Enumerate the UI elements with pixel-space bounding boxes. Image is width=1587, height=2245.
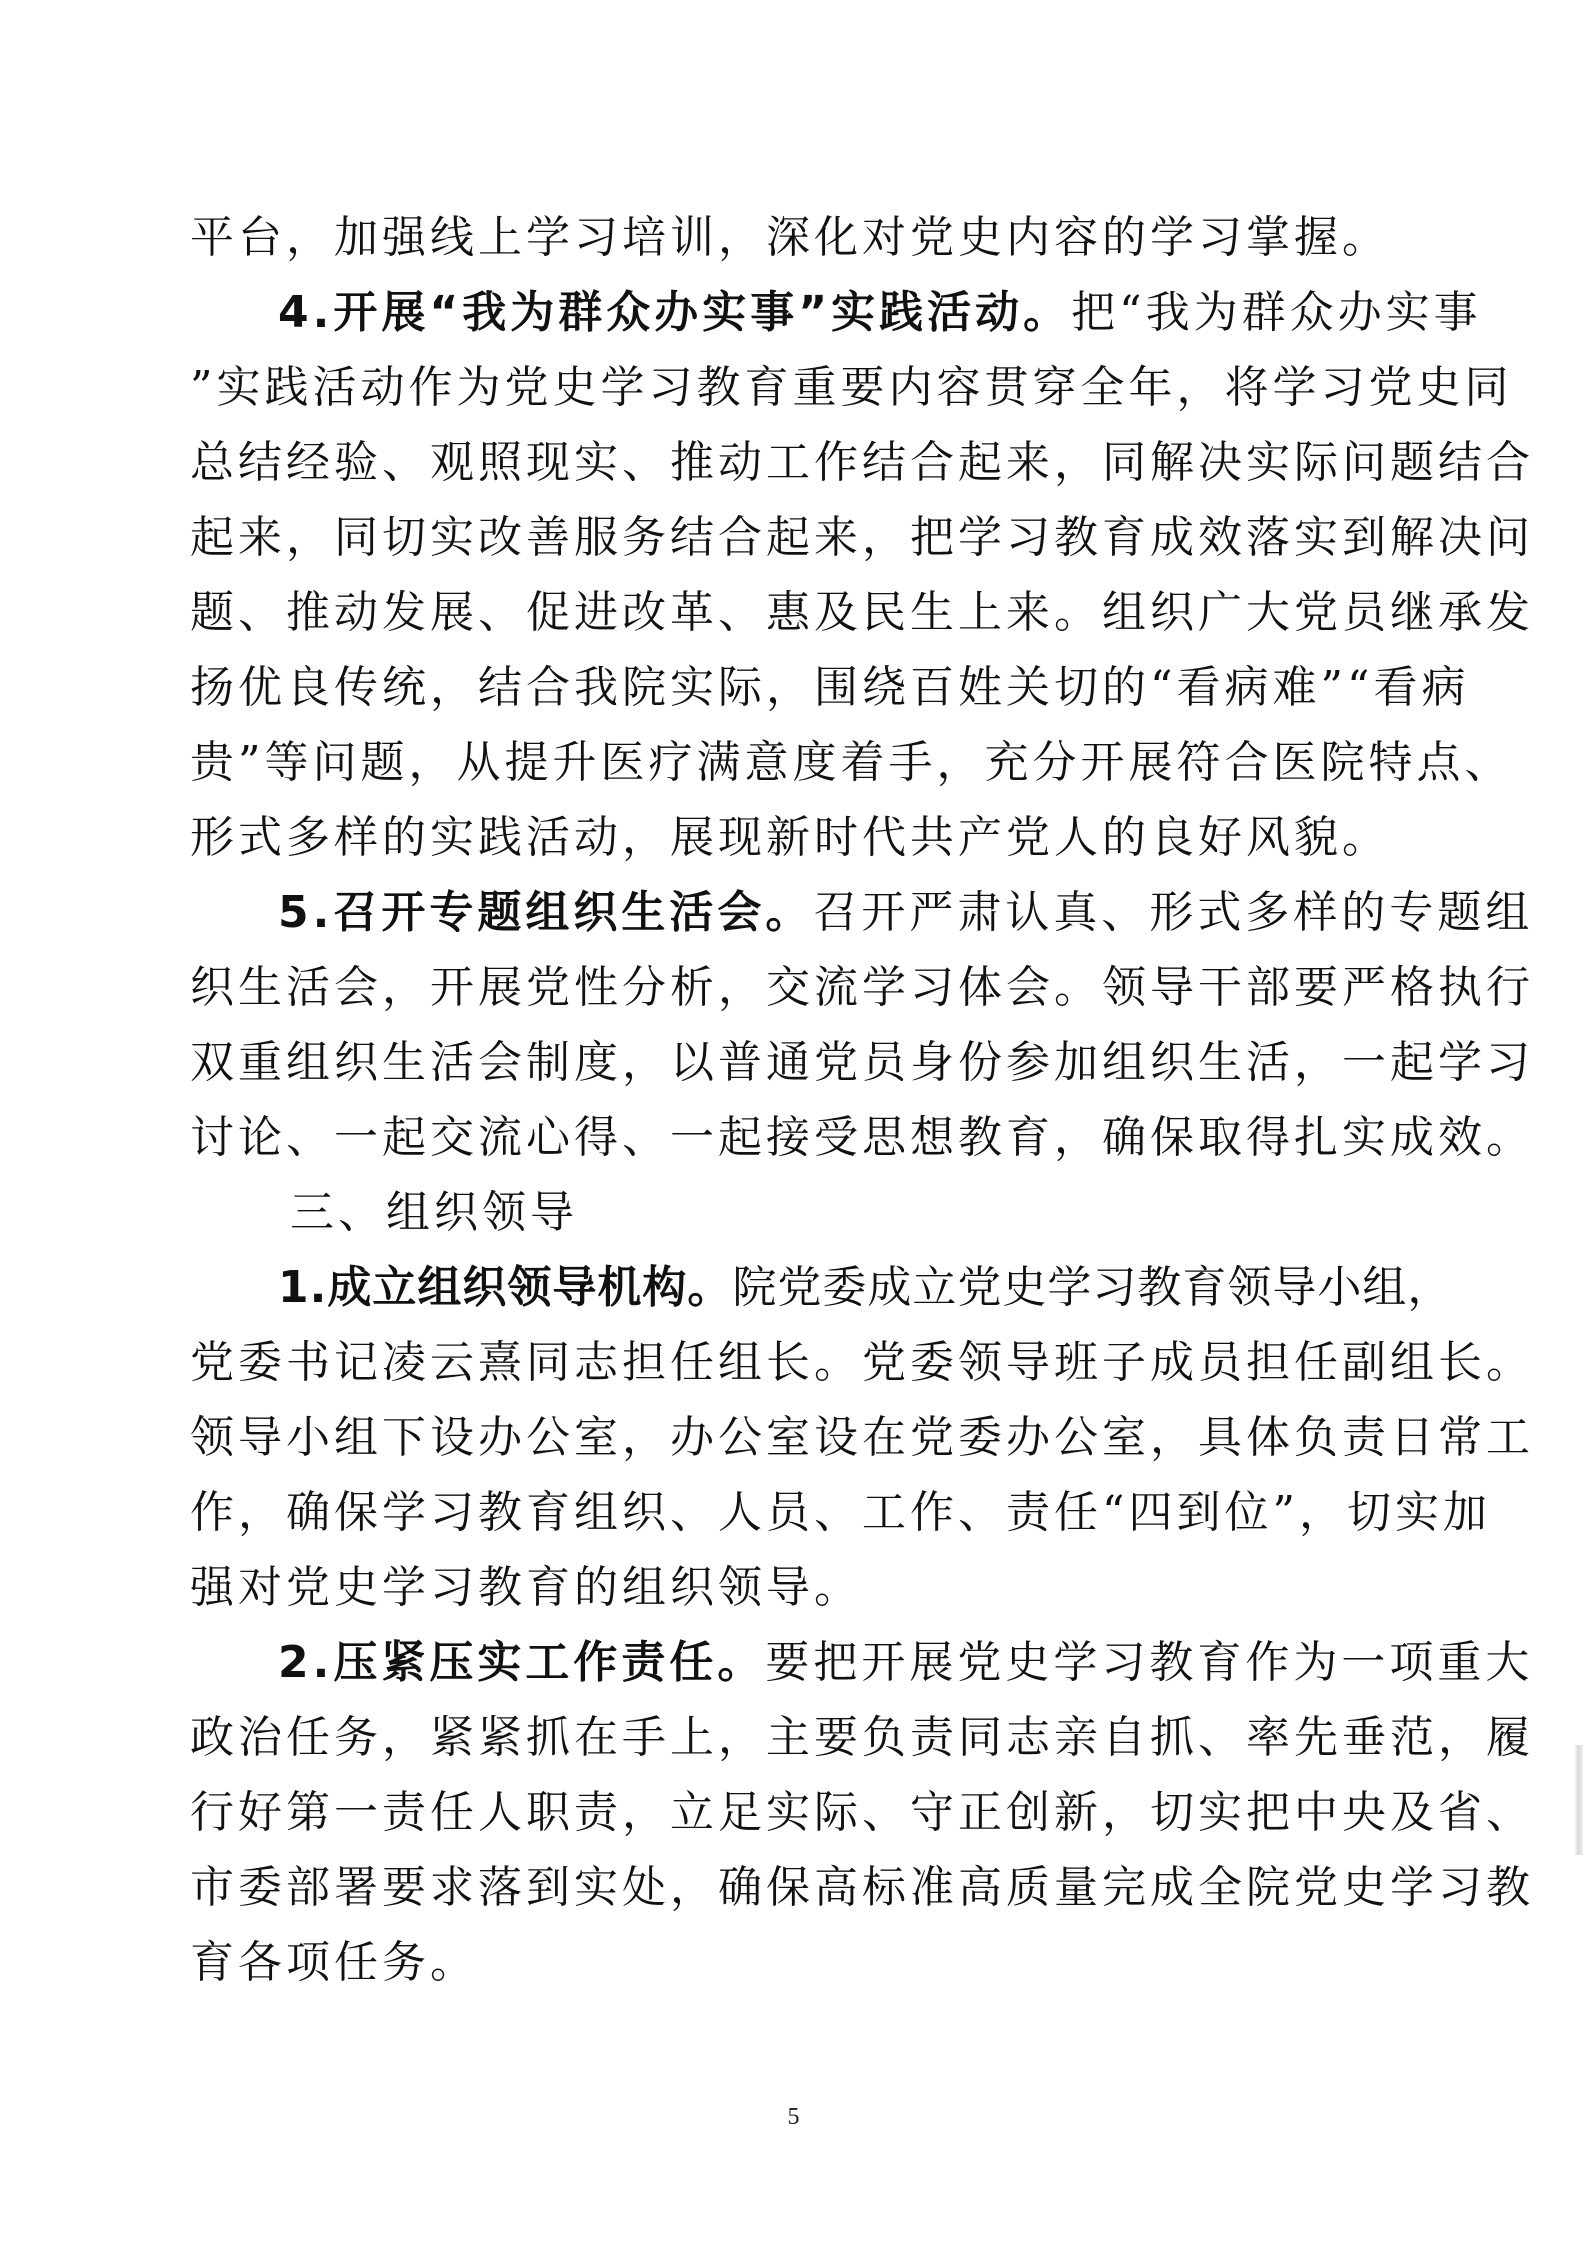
item-lead: 要把开展党史学习教育作为一项重大 <box>765 1637 1534 1688</box>
paragraph-line: 起来，同切实改善服务结合起来，把学习教育成效落实到解决问 <box>190 512 1534 563</box>
paragraph-line: 育各项任务。 <box>190 1937 478 1988</box>
paragraph-line: 作，确保学习教育组织、人员、工作、责任“四到位”，切实加 <box>190 1487 1491 1538</box>
paragraph-line: 行好第一责任人职责，立足实际、守正创新，切实把中央及省、 <box>190 1787 1534 1838</box>
paragraph-line: 织生活会，开展党性分析，交流学习体会。领导干部要严格执行 <box>190 962 1534 1013</box>
scan-edge-mark <box>1574 1745 1583 1855</box>
item-lead: 召开严肃认真、形式多样的专题组 <box>813 887 1534 938</box>
paragraph-line: 题、推动发展、促进改革、惠及民生上来。组织广大党员继承发 <box>190 587 1534 638</box>
item-title: 2.压紧压实工作责任。 <box>278 1637 766 1688</box>
section-item-2 <box>190 1625 1534 1700</box>
paragraph-line: 政治任务，紧紧抓在手上，主要负责同志亲自抓、率先垂范，履 <box>190 1712 1534 1763</box>
paragraph-line: ”实践活动作为党史学习教育重要内容贯穿全年，将学习党史同 <box>190 362 1513 413</box>
item-title: 4.开展“我为群众办实事”实践活动。 <box>278 287 1072 338</box>
paragraph-line: 双重组织生活会制度，以普通党员身份参加组织生活，一起学习 <box>190 1037 1534 1088</box>
section-heading: 三、组织领导 <box>290 1187 578 1238</box>
paragraph-line: 市委部署要求落到实处，确保高标准高质量完成全院党史学习教 <box>190 1862 1534 1913</box>
item-lead: 院党委成立党史学习教育领导小组， <box>732 1262 1453 1313</box>
paragraph-line: 贵”等问题，从提升医疗满意度着手，充分开展符合医院特点、 <box>190 737 1513 788</box>
paragraph-line: 讨论、一起交流心得、一起接受思想教育，确保取得扎实成效。 <box>190 1112 1534 1163</box>
item-title: 5.召开专题组织生活会。 <box>278 887 814 938</box>
page-number: 5 <box>787 2104 800 2130</box>
paragraph-line: 强对党史学习教育的组织领导。 <box>190 1562 862 1613</box>
paragraph-line: 扬优良传统，结合我院实际，围绕百姓关切的“看病难”“看病 <box>190 662 1470 713</box>
paragraph-line: 形式多样的实践活动，展现新时代共产党人的良好风貌。 <box>190 812 1390 863</box>
section-item-4 <box>190 275 1482 350</box>
paragraph-line: 平台，加强线上学习培训，深化对党史内容的学习掌握。 <box>190 212 1390 263</box>
paragraph-line: 总结经验、观照现实、推动工作结合起来，同解决实际问题结合 <box>190 437 1534 488</box>
item-title: 1.成立组织领导机构。 <box>278 1262 733 1313</box>
section-item-1 <box>190 1250 1453 1325</box>
paragraph-line: 领导小组下设办公室，办公室设在党委办公室，具体负责日常工 <box>190 1412 1534 1463</box>
paragraph-line: 党委书记凌云熹同志担任组长。党委领导班子成员担任副组长。 <box>190 1337 1534 1388</box>
section-item-5 <box>190 875 1534 950</box>
item-lead: 把“我为群众办实事 <box>1071 287 1482 338</box>
body-text <box>190 200 1534 2000</box>
